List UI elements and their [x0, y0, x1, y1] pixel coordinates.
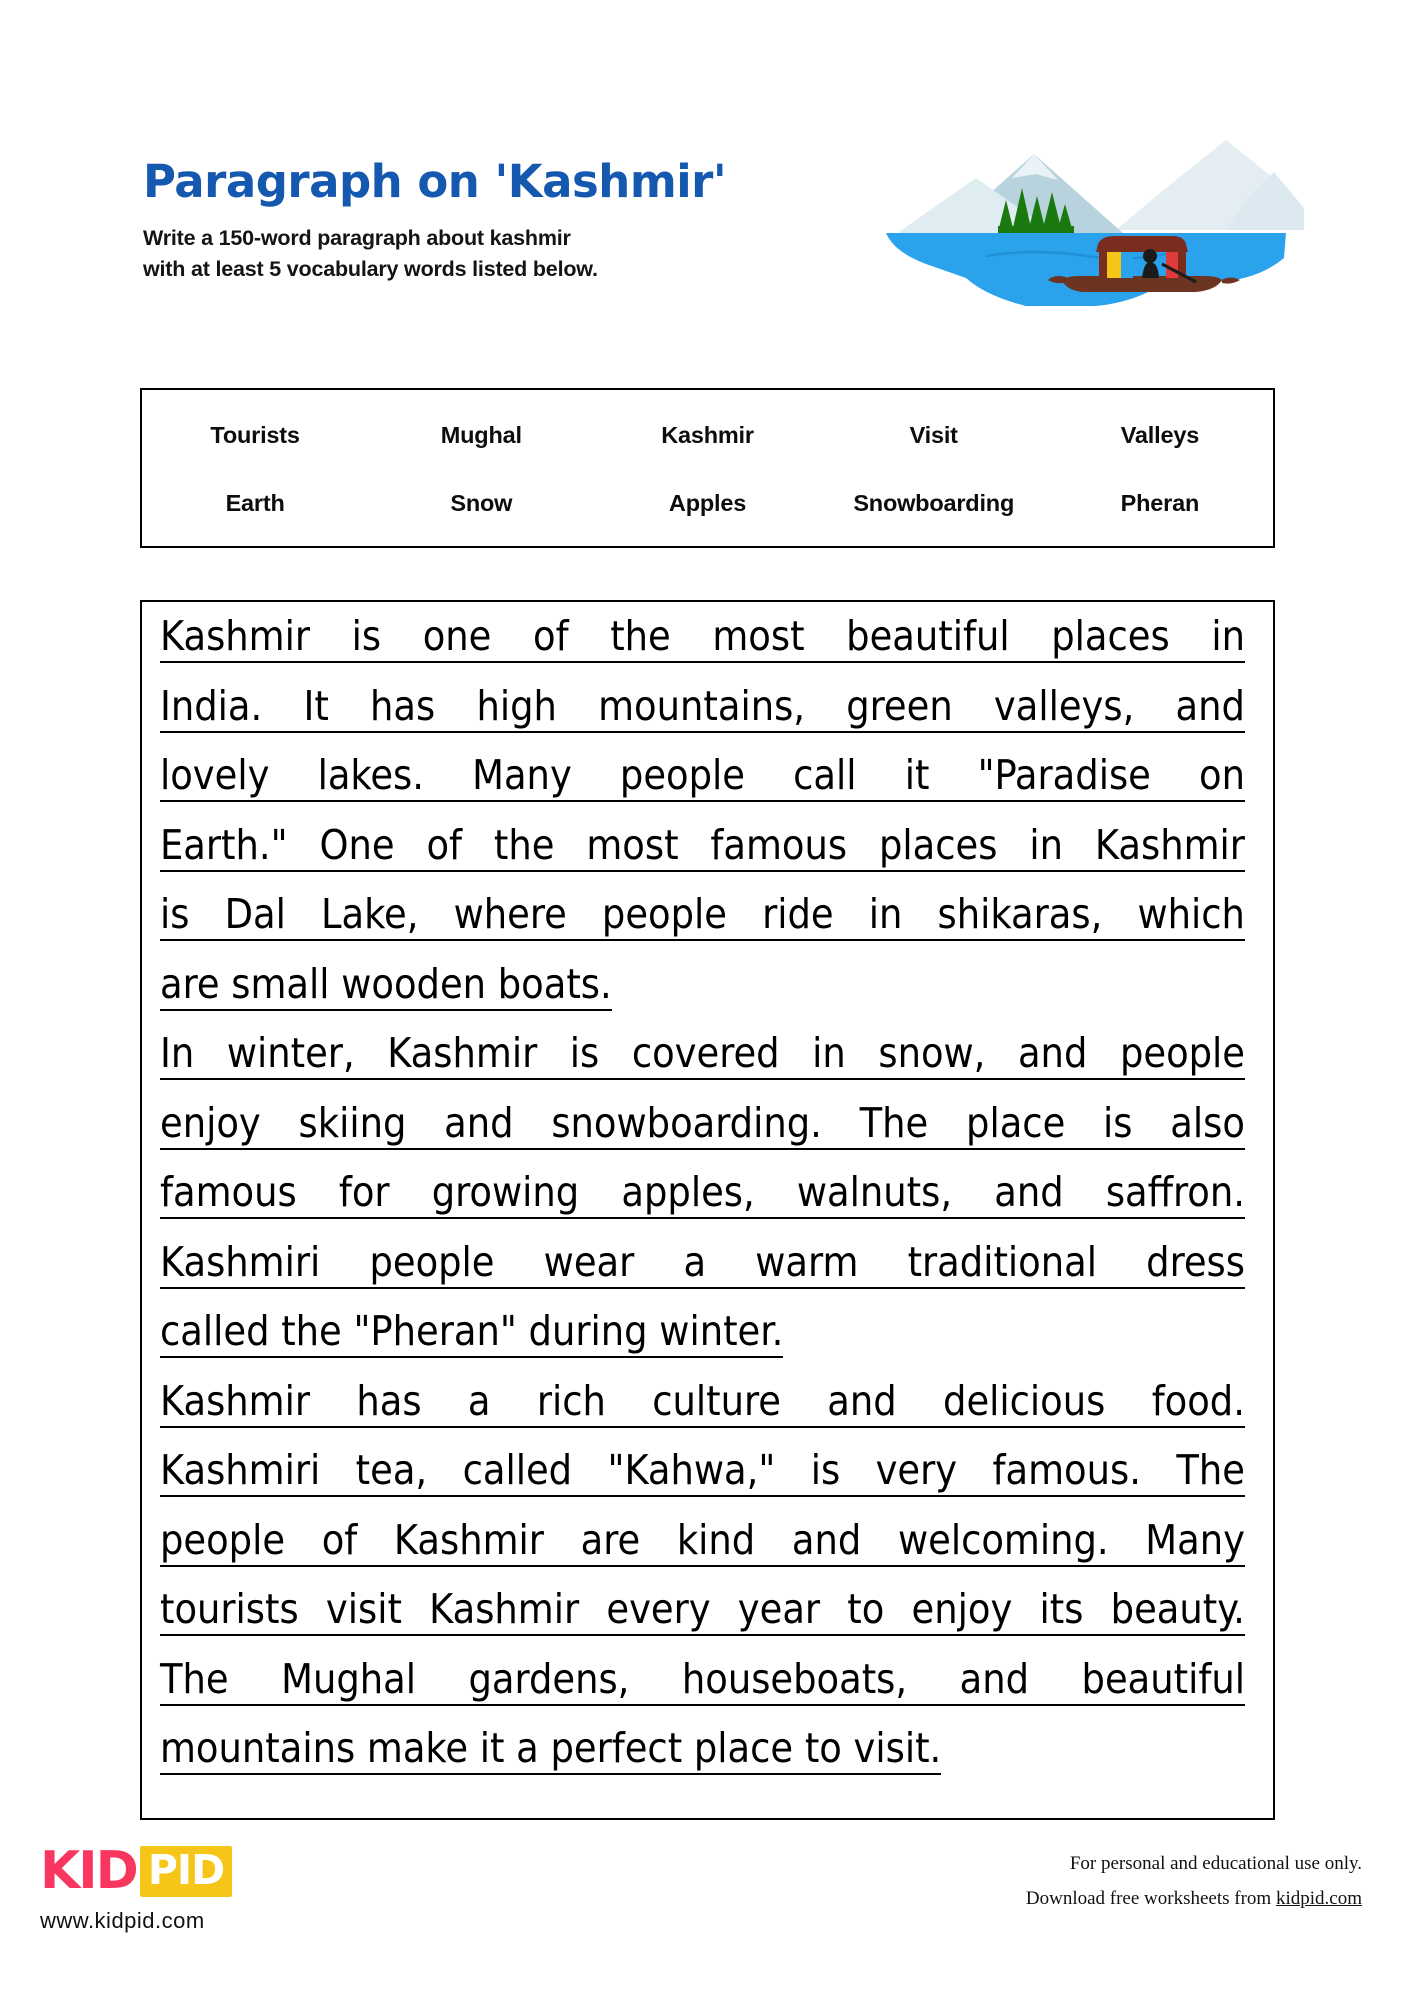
kidpid-link[interactable]: kidpid.com: [1275, 1888, 1362, 1910]
footer-note-line-1: For personal and educational use only.: [1069, 1853, 1362, 1874]
vocabulary-word: Tourists: [210, 421, 300, 448]
paragraph-word: rich: [536, 1376, 606, 1425]
paragraph-word: its: [1039, 1585, 1084, 1633]
paragraph-line-text: [160, 1585, 1245, 1636]
paragraph-word: people: [160, 1515, 286, 1564]
paragraph-word: growing: [431, 1168, 580, 1216]
paragraph-word: Dal: [224, 890, 286, 938]
paragraph-word: culture: [652, 1376, 781, 1425]
paragraph-line-text: [160, 1515, 1245, 1567]
paragraph-word: on: [1199, 751, 1245, 799]
paragraph-line: [160, 1307, 1257, 1381]
paragraph-word: most: [586, 820, 679, 869]
paragraph-word: dress: [1146, 1237, 1245, 1286]
paragraph-line: [160, 1029, 1257, 1103]
paragraph-word: for: [338, 1168, 390, 1216]
paragraph-word: call: [793, 751, 857, 799]
paragraph-line-text: [160, 751, 1245, 802]
paragraph-line-text: [160, 1098, 1245, 1150]
paragraph-line-text: [160, 1168, 1245, 1219]
paragraph-line: [160, 1098, 1257, 1173]
paragraph-word: people: [1119, 1029, 1245, 1077]
vocabulary-word: Visit: [909, 421, 958, 448]
paragraph-word: and: [959, 1654, 1030, 1703]
paragraph-word: places: [1051, 612, 1170, 660]
paragraph-word: houseboats,: [681, 1654, 908, 1703]
brand-pid-text: PID: [140, 1846, 232, 1897]
paragraph-word: famous: [710, 820, 848, 869]
paragraph-word: Kashmiri: [160, 1446, 321, 1494]
paragraph-line-text: mountains make it a perfect place to visit.: [160, 1728, 941, 1775]
vocabulary-word: Apples: [668, 489, 747, 516]
paragraph-word: delicious: [943, 1376, 1106, 1425]
paragraph-word: mountains,: [598, 681, 806, 730]
paragraph-word: "Kahwa,": [607, 1446, 776, 1494]
paragraph-word: in: [868, 890, 903, 938]
paragraph-word: shikaras,: [937, 890, 1103, 938]
vocabulary-word-box: [140, 388, 1275, 548]
paragraph-word: it: [904, 751, 930, 799]
paragraph-word: is: [351, 612, 382, 660]
paragraph-word: in: [1211, 612, 1245, 660]
paragraph-line-text: [160, 612, 1245, 663]
paragraph-word: lovely: [160, 751, 270, 799]
paragraph-word: Mughal: [281, 1654, 416, 1703]
paragraph-word: the: [493, 820, 555, 869]
paragraph-line: [160, 959, 1257, 1034]
paragraph-word: and: [791, 1515, 862, 1564]
paragraph-word: are: [580, 1515, 641, 1564]
paragraph-word: warm: [755, 1237, 859, 1286]
paragraph-line-text: [160, 1654, 1245, 1706]
worksheet-instruction: [143, 223, 843, 284]
paragraph-word: "Paradise: [977, 751, 1151, 799]
paragraph-word: place: [966, 1098, 1066, 1147]
paragraph-word: famous: [160, 1168, 297, 1216]
vocabulary-row-1: [142, 390, 1273, 468]
paragraph-word: has: [370, 681, 436, 730]
paragraph-word: every: [606, 1585, 711, 1633]
paragraph-word: Kashmir: [1094, 820, 1245, 869]
paragraph-word: In: [160, 1029, 195, 1077]
paragraph-line-text: called the "Pheran" during winter.: [160, 1311, 783, 1358]
paragraph-line: [160, 1168, 1257, 1242]
paragraph-word: walnuts,: [796, 1168, 953, 1216]
paragraph-word: enjoy: [160, 1098, 261, 1147]
paragraph-line-text: [160, 681, 1245, 733]
paragraph-word: and: [994, 1168, 1064, 1216]
paragraph-word: gardens,: [468, 1654, 630, 1703]
footer-note-line-2: [1026, 1881, 1362, 1916]
vocabulary-word: Mughal: [440, 421, 522, 448]
paragraph-word: traditional: [907, 1237, 1097, 1286]
footer-note-prefix: Download free worksheets from: [1025, 1888, 1276, 1910]
paragraph-word: in: [812, 1029, 846, 1077]
paragraph-word: and: [1175, 681, 1245, 730]
paragraph-word: a: [683, 1237, 707, 1286]
paragraph-line: [160, 1237, 1257, 1312]
paragraph-word: enjoy: [911, 1585, 1013, 1633]
paragraph-line-text: [160, 890, 1245, 941]
worksheet-header: [0, 0, 1414, 370]
paragraph-word: welcoming.: [897, 1515, 1109, 1564]
paragraph-line-text: are small wooden boats.: [160, 964, 612, 1011]
paragraph-word: visit: [325, 1585, 402, 1633]
paragraph-word: year: [737, 1585, 821, 1633]
footer-notes: [1026, 1846, 1362, 1916]
paragraph-word: the: [610, 612, 671, 660]
paragraph-word: winter,: [226, 1029, 355, 1077]
paragraph-word: is: [569, 1029, 600, 1077]
vocabulary-word: Earth: [225, 489, 285, 516]
paragraph-word: tourists: [160, 1585, 299, 1633]
paragraph-word: saffron.: [1105, 1168, 1245, 1216]
paragraph-word: Kashmir: [429, 1585, 580, 1633]
vocabulary-row-2: [142, 468, 1273, 546]
paragraph-word: It: [303, 681, 329, 730]
paragraph-line: [160, 751, 1257, 825]
paragraph-word: famous.: [992, 1446, 1141, 1494]
paragraph-line-text: [160, 1029, 1245, 1080]
vocabulary-word: Snowboarding: [853, 489, 1015, 516]
paragraph-word: also: [1170, 1098, 1245, 1147]
paragraph-word: Kashmiri: [160, 1237, 321, 1286]
paragraph-text: [160, 612, 1257, 1798]
paragraph-word: snow,: [878, 1029, 986, 1077]
paragraph-line: [160, 820, 1257, 895]
paragraph-word: a: [467, 1376, 491, 1425]
paragraph-word: which: [1137, 890, 1245, 938]
kashmir-lake-illustration: [866, 130, 1306, 330]
paragraph-word: tea,: [355, 1446, 428, 1494]
paragraph-word: valleys,: [993, 681, 1135, 730]
brand-url: www.kidpid.com: [40, 1908, 205, 1933]
lake-water-icon: [886, 233, 1286, 306]
paragraph-word: of: [533, 612, 569, 660]
paragraph-word: to: [847, 1585, 885, 1633]
paragraph-word: kind: [676, 1515, 756, 1564]
paragraph-word: in: [1029, 820, 1064, 869]
paragraph-line-text: [160, 1237, 1245, 1289]
vocabulary-word: Snow: [450, 489, 513, 516]
paragraph-line: [160, 1724, 1257, 1798]
paragraph-word: beautiful: [1081, 1654, 1245, 1703]
paragraph-line: [160, 612, 1257, 686]
paragraph-line-text: [160, 1376, 1245, 1428]
vocabulary-word: Pheran: [1120, 489, 1200, 516]
header-text-block: [143, 155, 843, 284]
paragraph-word: covered: [631, 1029, 780, 1077]
paragraph-line: [160, 1585, 1257, 1659]
paragraph-word: high: [476, 681, 557, 730]
paragraph-word: One: [319, 820, 395, 869]
paragraph-word: Kashmir: [387, 1029, 538, 1077]
paragraph-word: where: [453, 890, 567, 938]
paragraph-word: India.: [160, 681, 263, 730]
paragraph-word: Kashmir: [160, 1376, 311, 1425]
paragraph-word: Earth.": [160, 820, 288, 869]
paragraph-word: beautiful: [846, 612, 1010, 660]
paragraph-line: [160, 890, 1257, 964]
paragraph-word: people: [601, 890, 727, 938]
paragraph-line: [160, 1446, 1257, 1520]
paragraph-word: is: [160, 890, 190, 938]
paragraph-word: Lake,: [320, 890, 419, 938]
paragraph-word: has: [356, 1376, 422, 1425]
paragraph-line: [160, 1376, 1257, 1451]
instruction-line-1: Write a 150-word paragraph about kashmir: [143, 226, 571, 251]
page-title: Paragraph on 'Kashmir': [143, 155, 727, 208]
paragraph-word: skiing: [298, 1098, 407, 1147]
paragraph-word: Kashmir: [393, 1515, 544, 1564]
paragraph-word: food.: [1151, 1376, 1245, 1425]
paragraph-word: The: [160, 1654, 229, 1703]
paragraph-word: of: [426, 820, 463, 869]
paragraph-word: is: [1103, 1098, 1133, 1147]
kidpid-logo: [40, 1840, 270, 1902]
paragraph-word: The: [1176, 1446, 1245, 1494]
brand-kid-text: KID: [40, 1841, 137, 1901]
paragraph-word: Kashmir: [160, 612, 311, 660]
paragraph-word: The: [859, 1098, 929, 1147]
brand-block: [40, 1840, 270, 1934]
paragraph-word: snowboarding.: [551, 1098, 822, 1147]
paragraph-line-text: [160, 1446, 1245, 1497]
paragraph-word: places: [879, 820, 998, 869]
paragraph-word: and: [827, 1376, 897, 1425]
vocabulary-word: Valleys: [1120, 421, 1200, 448]
paragraph-word: and: [444, 1098, 514, 1147]
paragraph-word: lakes.: [317, 751, 424, 799]
paragraph-line: [160, 681, 1257, 756]
paragraph-word: Many: [1145, 1515, 1245, 1564]
paragraph-word: called: [462, 1446, 573, 1494]
paragraph-word: of: [321, 1515, 358, 1564]
paragraph-line: [160, 1654, 1257, 1729]
paragraph-word: and: [1017, 1029, 1088, 1077]
paragraph-word: apples,: [621, 1168, 755, 1216]
paragraph-word: is: [810, 1446, 841, 1494]
paragraph-word: people: [619, 751, 745, 799]
paragraph-word: ride: [762, 890, 834, 938]
paragraph-word: people: [369, 1237, 495, 1286]
paragraph-line-text: [160, 820, 1245, 872]
paragraph-line: [160, 1515, 1257, 1590]
paragraph-answer-box[interactable]: [140, 600, 1275, 1820]
paragraph-word: green: [846, 681, 953, 730]
paragraph-word: wear: [543, 1237, 635, 1286]
paragraph-word: one: [422, 612, 492, 660]
paragraph-word: most: [712, 612, 805, 660]
vocabulary-word: Kashmir: [661, 421, 754, 448]
worksheet-footer: [0, 1820, 1414, 2000]
paragraph-word: beauty.: [1110, 1585, 1245, 1633]
paragraph-word: very: [875, 1446, 958, 1494]
instruction-line-2: with at least 5 vocabulary words listed below.: [143, 256, 598, 281]
paragraph-word: Many: [472, 751, 572, 799]
